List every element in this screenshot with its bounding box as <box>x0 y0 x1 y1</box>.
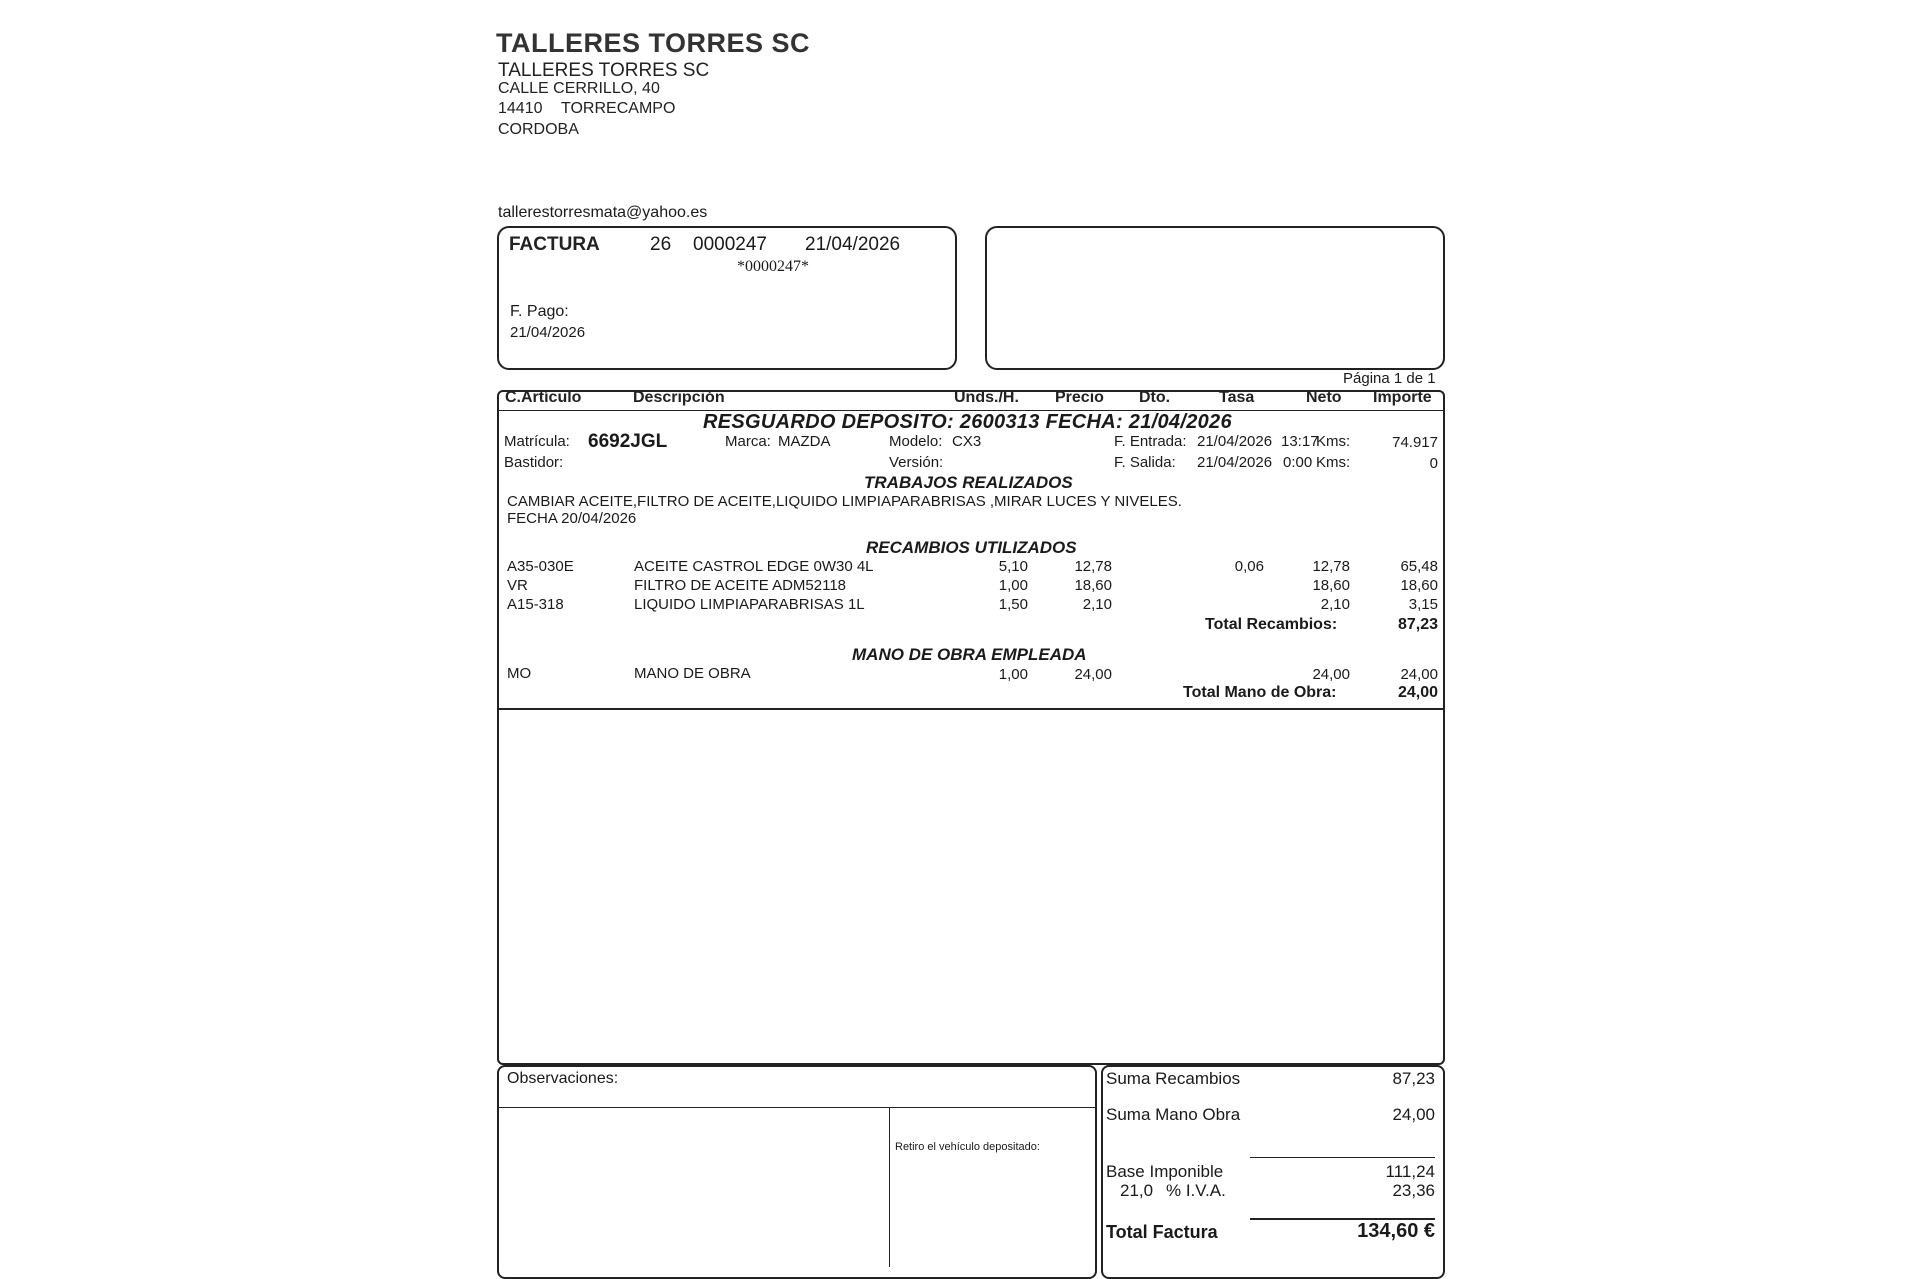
exit-time: 0:00 <box>1283 454 1313 471</box>
labor-units: 1,00 <box>998 666 1028 683</box>
observations-label: Observaciones: <box>507 1070 619 1087</box>
company-email: tallerestorresmata@yahoo.es <box>498 204 708 221</box>
works-line-1: CAMBIAR ACEITE,FILTRO DE ACEITE,LIQUIDO LIMPIAPARABRISAS ,MIRAR LUCES Y NIVELES. <box>507 493 1182 510</box>
col-header-units: Unds./H. <box>954 389 1019 406</box>
part-amount: 18,60 <box>1400 577 1438 594</box>
company-name: TALLERES TORRES SC <box>498 60 710 81</box>
labor-title: MANO DE OBRA EMPLEADA <box>852 645 1087 664</box>
payment-date: 21/04/2026 <box>510 324 586 341</box>
invoice-date: 21/04/2026 <box>805 234 901 255</box>
observations-box <box>497 1065 1097 1279</box>
chassis-label: Bastidor: <box>504 454 564 471</box>
company-title: TALLERES TORRES SC <box>496 28 811 58</box>
part-units: 1,00 <box>998 577 1028 594</box>
col-header-disc: Dto. <box>1139 389 1171 406</box>
base-divider <box>1250 1157 1435 1158</box>
model-value: CX3 <box>952 433 982 450</box>
brand-label: Marca: <box>725 433 771 450</box>
pickup-divider <box>889 1107 890 1267</box>
labor-amount: 24,00 <box>1400 666 1438 683</box>
base-value: 111,24 <box>1385 1162 1435 1181</box>
part-rate: 0,06 <box>1234 558 1264 575</box>
col-header-net: Neto <box>1306 389 1342 406</box>
labor-total: 24,00 <box>1397 684 1438 701</box>
part-code: A35-030E <box>507 558 574 575</box>
parts-total-label: Total Recambios: <box>1205 616 1338 633</box>
col-header-amount: Importe <box>1373 389 1432 406</box>
labor-net: 24,00 <box>1312 666 1350 683</box>
part-amount: 3,15 <box>1408 596 1438 613</box>
part-price: 18,60 <box>1074 577 1112 594</box>
invoice-label: FACTURA <box>509 234 600 255</box>
sum-parts-value: 87,23 <box>1392 1069 1435 1088</box>
items-end-divider <box>497 708 1443 710</box>
vat-rate: 21,0 <box>1120 1181 1154 1200</box>
company-street: CALLE CERRILLO, 40 <box>498 80 660 97</box>
sum-parts-label: Suma Recambios <box>1106 1069 1241 1088</box>
part-net: 18,60 <box>1312 577 1350 594</box>
observations-divider <box>497 1107 1095 1108</box>
exit-label: F. Salida: <box>1114 454 1176 471</box>
invoice-number: 0000247 <box>693 234 767 255</box>
entry-date: 21/04/2026 <box>1197 433 1273 450</box>
sum-labor-label: Suma Mano Obra <box>1106 1105 1241 1124</box>
entry-time: 13:17 <box>1281 433 1319 450</box>
vat-label: % I.V.A. <box>1166 1181 1226 1200</box>
part-desc: LIQUIDO LIMPIAPARABRISAS 1L <box>634 596 865 613</box>
entry-kms-label: Kms: <box>1316 433 1351 450</box>
company-postcode: 14410 <box>498 100 543 117</box>
part-desc: FILTRO DE ACEITE ADM52118 <box>634 577 847 594</box>
part-amount: 65,48 <box>1400 558 1438 575</box>
version-label: Versión: <box>889 454 944 471</box>
total-label: Total Factura <box>1106 1222 1218 1242</box>
part-code: A15-318 <box>507 596 564 613</box>
sum-labor-value: 24,00 <box>1392 1105 1435 1124</box>
base-label: Base Imponible <box>1106 1162 1224 1181</box>
part-units: 1,50 <box>998 596 1028 613</box>
entry-kms: 74.917 <box>1392 434 1438 451</box>
exit-kms-label: Kms: <box>1316 454 1351 471</box>
part-units: 5,10 <box>998 558 1028 575</box>
vat-value: 23,36 <box>1392 1181 1435 1200</box>
works-line-2: FECHA 20/04/2026 <box>507 510 637 527</box>
part-desc: ACEITE CASTROL EDGE 0W30 4L <box>634 558 874 575</box>
col-header-desc: Descripción <box>633 389 725 406</box>
col-header-rate: Tasa <box>1219 389 1255 406</box>
company-city: TORRECAMPO <box>561 100 676 117</box>
parts-total: 87,23 <box>1397 616 1438 633</box>
col-header-code: C.Artículo <box>505 389 582 406</box>
pickup-label: Retiro el vehículo depositado: <box>895 1141 1040 1153</box>
parts-title: RECAMBIOS UTILIZADOS <box>866 538 1077 557</box>
part-price: 2,10 <box>1082 596 1112 613</box>
exit-kms: 0 <box>1429 455 1438 472</box>
part-price: 12,78 <box>1074 558 1112 575</box>
labor-total-label: Total Mano de Obra: <box>1183 684 1337 701</box>
company-province: CORDOBA <box>498 121 579 138</box>
entry-label: F. Entrada: <box>1114 433 1187 450</box>
col-header-price: Precio <box>1055 389 1104 406</box>
plate-value: 6692JGL <box>588 431 668 452</box>
invoice-barcode-text: *0000247* <box>737 258 809 275</box>
payment-label: F. Pago: <box>510 303 569 320</box>
total-value: 134,60 € <box>1357 1220 1435 1242</box>
page-indicator: Página 1 de 1 <box>1343 370 1436 387</box>
model-label: Modelo: <box>889 433 943 450</box>
deposit-title: RESGUARDO DEPOSITO: 2600313 FECHA: 21/04/2026 <box>703 411 1232 433</box>
part-net: 2,10 <box>1320 596 1350 613</box>
part-net: 12,78 <box>1312 558 1350 575</box>
invoice-series: 26 <box>650 234 672 255</box>
labor-price: 24,00 <box>1074 666 1112 683</box>
exit-date: 21/04/2026 <box>1197 454 1273 471</box>
works-title: TRABAJOS REALIZADOS <box>864 473 1073 492</box>
labor-code: MO <box>507 665 532 682</box>
brand-value: MAZDA <box>778 433 831 450</box>
client-box <box>985 226 1445 370</box>
part-code: VR <box>507 577 528 594</box>
labor-desc: MANO DE OBRA <box>634 665 751 682</box>
plate-label: Matrícula: <box>504 433 570 450</box>
